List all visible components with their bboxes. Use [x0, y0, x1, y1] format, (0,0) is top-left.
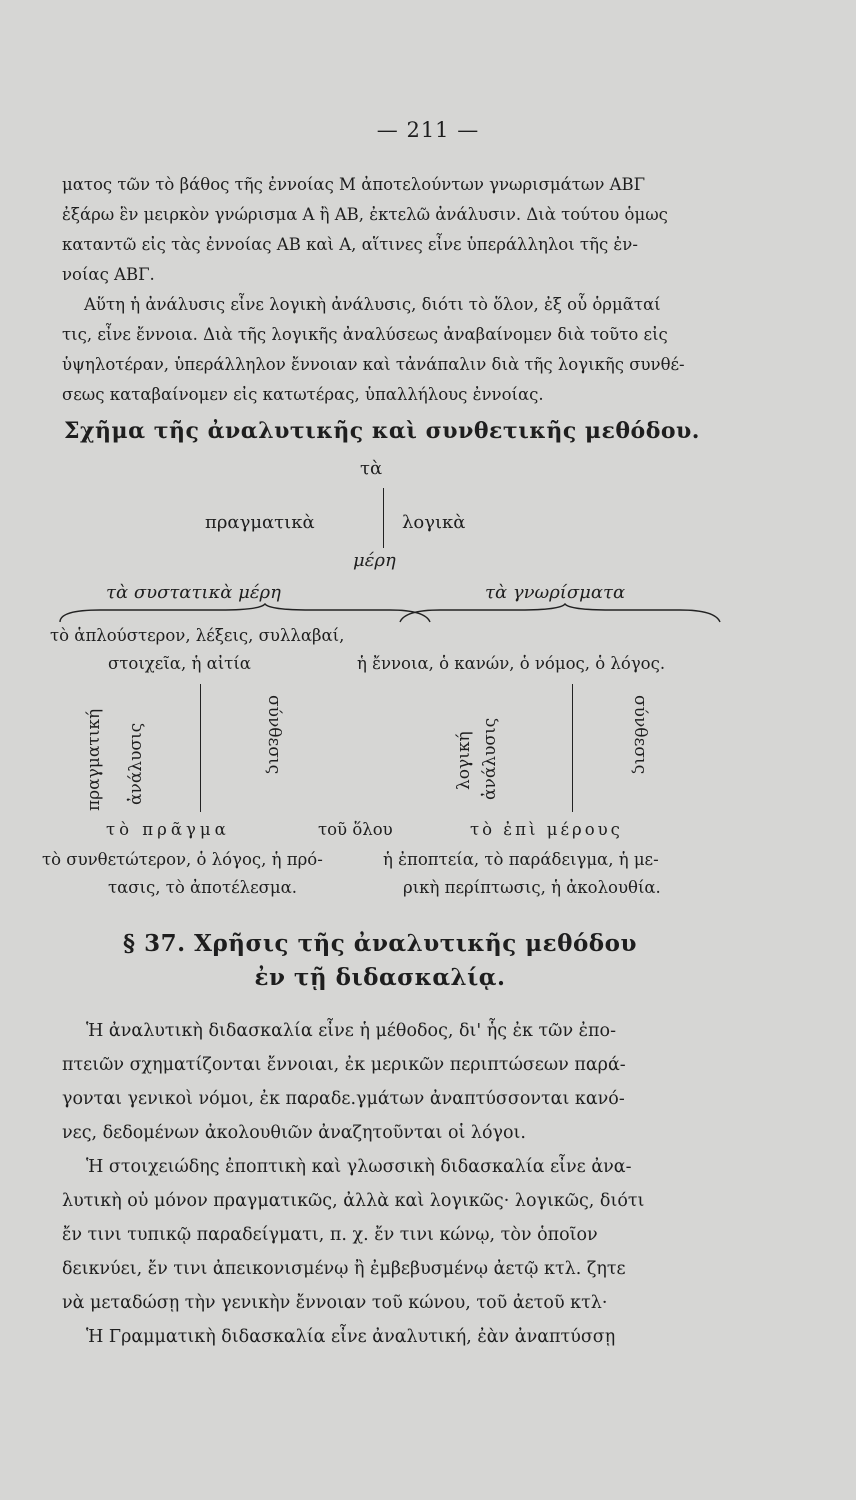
vertical-word: σύνθεσις: [630, 695, 650, 775]
vertical-word: ἀνάλυσις: [480, 717, 500, 800]
section-heading-line-2: ἐν τῇ διδασκαλίᾳ.: [254, 964, 506, 991]
vertical-label-synthesis-right: [630, 695, 650, 795]
text-line: ἐξάρω ἓν μειρκὸν γνώρισμα Α ἢ ΑΒ, ἐκτελῶ ἀνάλυσιν. Διὰ τούτου ὁμως: [62, 205, 668, 224]
diagram-label-logika: λογικὰ: [402, 512, 466, 533]
text-line: νες, δεδομένων ἀκολουθιῶν ἀναζητοῦνται οἱ λόγοι.: [62, 1123, 526, 1143]
text-line: πτειῶν σχηματίζονται ἔννοιαι, ἐκ μερικῶν περιπτώσεων παρά-: [62, 1055, 626, 1075]
intro-paragraph: [62, 170, 762, 290]
body-text: [62, 1014, 762, 1354]
left-divider: [200, 684, 201, 812]
left-parts-line-2: στοιχεῖα, ἡ αἰτία: [108, 654, 251, 673]
label-to-epi-merous: τὸ ἐπὶ μέρους: [470, 820, 623, 839]
text-line: νοίας ΑΒΓ.: [62, 265, 155, 284]
text-line: γονται γενικοὶ νόμοι, ἐκ παραδε.γμάτων ἀναπτύσσονται κανό-: [62, 1089, 625, 1109]
text-line: Ἡ στοιχειώδης ἐποπτικὴ καὶ γλωσσικὴ διδασκαλία εἶνε ἀνα-: [86, 1157, 632, 1177]
left-parts-line-1: τὸ ἁπλούστερον, λέξεις, συλλαβαί,: [50, 626, 345, 645]
text-line: νὰ μεταδώσῃ τὴν γενικὴν ἔννοιαν τοῦ κώνου, τοῦ ἀετοῦ κτλ·: [62, 1293, 608, 1313]
diagram-label-meri: μέρη: [353, 550, 396, 571]
vertical-label-synthesis-left: [264, 695, 284, 795]
vertical-label-logiki: [454, 695, 474, 790]
label-to-pragma: τὸ πρᾶγμα: [106, 820, 230, 839]
left-whole-line-2: τασις, τὸ ἀποτέλεσμα.: [108, 878, 298, 897]
label-tou-olou: τοῦ ὅλου: [318, 820, 393, 839]
diagram-label-ta: τὰ: [360, 458, 383, 479]
right-divider: [572, 684, 573, 812]
section-heading-line-1: § 37. Χρῆσις τῆς ἀναλυτικῆς μεθόδου: [123, 930, 637, 957]
vertical-word: λογική: [454, 731, 474, 790]
diagram-label-gnorismata: τὰ γνωρίσματα: [485, 582, 626, 603]
text-line: σεως καταβαίνομεν εἰς κατωτέρας, ὑπαλλήλους ἐννοίας.: [62, 385, 544, 404]
text-line: δεικνύει, ἔν τινι ἀπεικονισμένῳ ἢ ἐμβεβυσμένῳ ἀετῷ κτλ. ζητε: [62, 1259, 626, 1279]
page-number: — 211 —: [376, 118, 480, 142]
logical-analysis-paragraph: [62, 290, 762, 410]
diagram-label-systatika: τὰ συστατικὰ μέρη: [106, 582, 281, 603]
right-parts-line: ἡ ἔννοια, ὁ κανών, ὁ νόμος, ὁ λόγος.: [357, 654, 666, 673]
text-line: ἔν τινι τυπικῷ παραδείγματι, π. χ. ἔν τινι κώνῳ, τὸν ὁποῖον: [62, 1225, 598, 1245]
text-line: Ἡ ἀναλυτικὴ διδασκαλία εἶνε ἡ μέθοδος, δι' ἧς ἐκ τῶν ἐπο-: [86, 1021, 616, 1041]
left-whole-line-1: τὸ συνθετώτερον, ὁ λόγος, ἡ πρό-: [42, 850, 323, 869]
text-line: Αὕτη ἡ ἀνάλυσις εἶνε λογικὴ ἀνάλυσις, διότι τὸ ὅλον, ἐξ οὗ ὁρμᾶταί: [84, 295, 661, 314]
text-line: Ἡ Γραμματικὴ διδασκαλία εἶνε ἀναλυτική, ἐὰν ἀναπτύσσῃ: [86, 1327, 616, 1347]
vertical-label-pragmatiki: [84, 686, 104, 811]
right-whole-line-2: ρικὴ περίπτωσις, ἡ ἀκολουθία.: [403, 878, 661, 897]
diagram-label-pragmatika: πραγματικὰ: [205, 512, 315, 533]
vertical-word: πραγματική: [84, 708, 104, 811]
right-whole-line-1: ἡ ἐποπτεία, τὸ παράδειγμα, ἡ με-: [383, 850, 659, 869]
vertical-word: σύνθεσις: [264, 695, 284, 775]
text-line: λυτικὴ οὐ μόνον πραγματικῶς, ἀλλὰ καὶ λογικῶς· λογικῶς, διότι: [62, 1191, 645, 1211]
text-line: ὑψηλοτέραν, ὑπεράλληλον ἔννοιαν καὶ τἀνάπαλιν διὰ τῆς λογικῆς συνθέ-: [62, 355, 685, 374]
schema-title: Σχῆμα τῆς ἀναλυτικῆς καὶ συνθετικῆς μεθόδου.: [64, 418, 700, 444]
text-line: ματος τῶν τὸ βάθος τῆς ἐννοίας Μ ἀποτελούντων γνωρισμάτων ΑΒΓ: [62, 175, 646, 194]
text-line: καταντῶ εἰς τὰς ἐννοίας ΑΒ καὶ Α, αἵτινες εἶνε ὑπεράλληλοι τῆς ἐν-: [62, 235, 638, 254]
vertical-label-analysis-right: [480, 695, 500, 800]
vertical-word: ἀνάλυσις: [126, 722, 146, 805]
center-divider: [383, 488, 384, 548]
text-line: τις, εἶνε ἔννοια. Διὰ τῆς λογικῆς ἀναλύσεως ἀναβαίνομεν διὰ τοῦτο εἰς: [62, 325, 668, 344]
vertical-label-analysis-left: [126, 695, 146, 805]
